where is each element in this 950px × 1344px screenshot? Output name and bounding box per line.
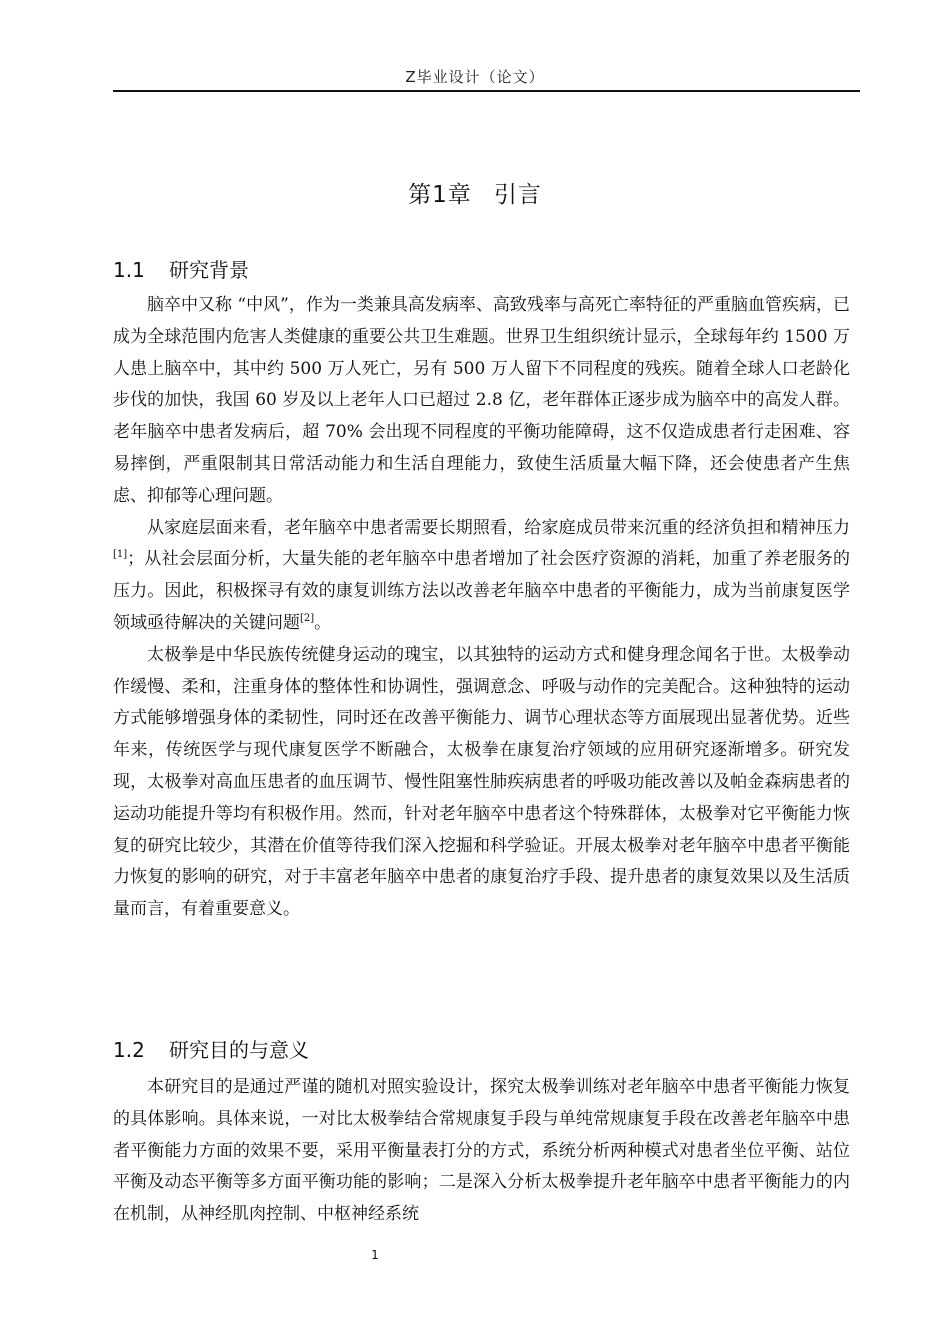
paragraph-text: 从家庭层面来看，老年脑卒中患者需要长期照看，给家庭成员带来沉重的经济负担和精神压力	[147, 517, 850, 538]
paragraph-text: ；从社会层面分析，大量失能的老年脑卒中患者增加了社会医疗资源的消耗，加重了养老服务的压力。因此，积极探寻有效的康复训练方法以改善老年脑卒中患者的平衡能力，成为当前康复医学领域亟待解决的关键问题	[113, 549, 850, 633]
section-title: 研究目的与意义	[169, 1038, 309, 1062]
section-number: 1.2	[113, 1038, 145, 1062]
header-divider	[113, 90, 860, 92]
paragraph: 太极拳是中华民族传统健身运动的瑰宝，以其独特的运动方式和健身理念闻名于世。太极拳动作缓慢、柔和，注重身体的整体性和协调性，强调意念、呼吸与动作的完美配合。这种独特的运动方式能够增强身体的柔韧性，同时还在改善平衡能力、调节心理状态等方面展现出显著优势。近些年来，传统医学与现代康复医学不断融合，太极拳在康复治疗领域的应用研究逐渐增多。研究发现，太极拳对高血压患者的血压调节、慢性阻塞性肺疾病患者的呼吸功能改善以及帕金森病患者的运动功能提升等均有积极作用。然而，针对老年脑卒中患者这个特殊群体，太极拳对它平衡能力恢复的研究比较少，其潜在价值等待我们深入挖掘和科学验证。开展太极拳对老年脑卒中患者平衡能力恢复的影响的研究，对于丰富老年脑卒中患者的康复治疗手段、提升患者的康复效果以及生活质量而言，有着重要意义。	[113, 644, 850, 920]
section-1-2-body	[113, 1072, 850, 1231]
citation-ref: [1]	[113, 549, 128, 561]
paragraph	[113, 513, 850, 640]
section-title: 研究背景	[169, 258, 249, 282]
citation-ref: [2]	[300, 612, 315, 624]
chapter-title	[0, 176, 950, 209]
section-number: 1.1	[113, 258, 145, 282]
chapter-number: 第1章	[408, 182, 472, 208]
section-heading-1-2	[113, 1034, 309, 1063]
section-1-1-body	[113, 290, 850, 926]
paragraph-text: 。	[314, 612, 332, 633]
chapter-title-text: 引言	[493, 182, 542, 208]
paragraph: 脑卒中又称 “中风”，作为一类兼具高发病率、高致残率与高死亡率特征的严重脑血管疾病，已成为全球范围内危害人类健康的重要公共卫生难题。世界卫生组织统计显示，全球每年约 1500 万人患上脑卒中，其中约 500 万人死亡，另有 500 万人留下不同程度的残疾。随着全球人口老龄化步伐的加快，我国 60 岁及以上老年人口已超过 2.8 亿，老年群体正逐步成为脑卒中的高发人群。老年脑卒中患者发病后，超 70% 会出现不同程度的平衡功能障碍，这不仅造成患者行走困难、容易摔倒，严重限制其日常活动能力和生活自理能力，致使生活质量大幅下降，还会使患者产生焦虑、抑郁等心理问题。	[113, 295, 850, 506]
page-number: 1	[371, 1248, 379, 1262]
section-heading-1-1	[113, 254, 249, 283]
paragraph: 本研究目的是通过严谨的随机对照实验设计，探究太极拳训练对老年脑卒中患者平衡能力恢复的具体影响。具体来说，一对比太极拳结合常规康复手段与单纯常规康复手段在改善老年脑卒中患者平衡能力方面的效果不要，采用平衡量表打分的方式，系统分析两种模式对患者坐位平衡、站位平衡及动态平衡等多方面平衡功能的影响；二是深入分析太极拳提升老年脑卒中患者平衡能力的内在机制，从神经肌肉控制、中枢神经系统	[113, 1077, 850, 1225]
page-header-title: Z毕业设计（论文）	[405, 68, 545, 86]
